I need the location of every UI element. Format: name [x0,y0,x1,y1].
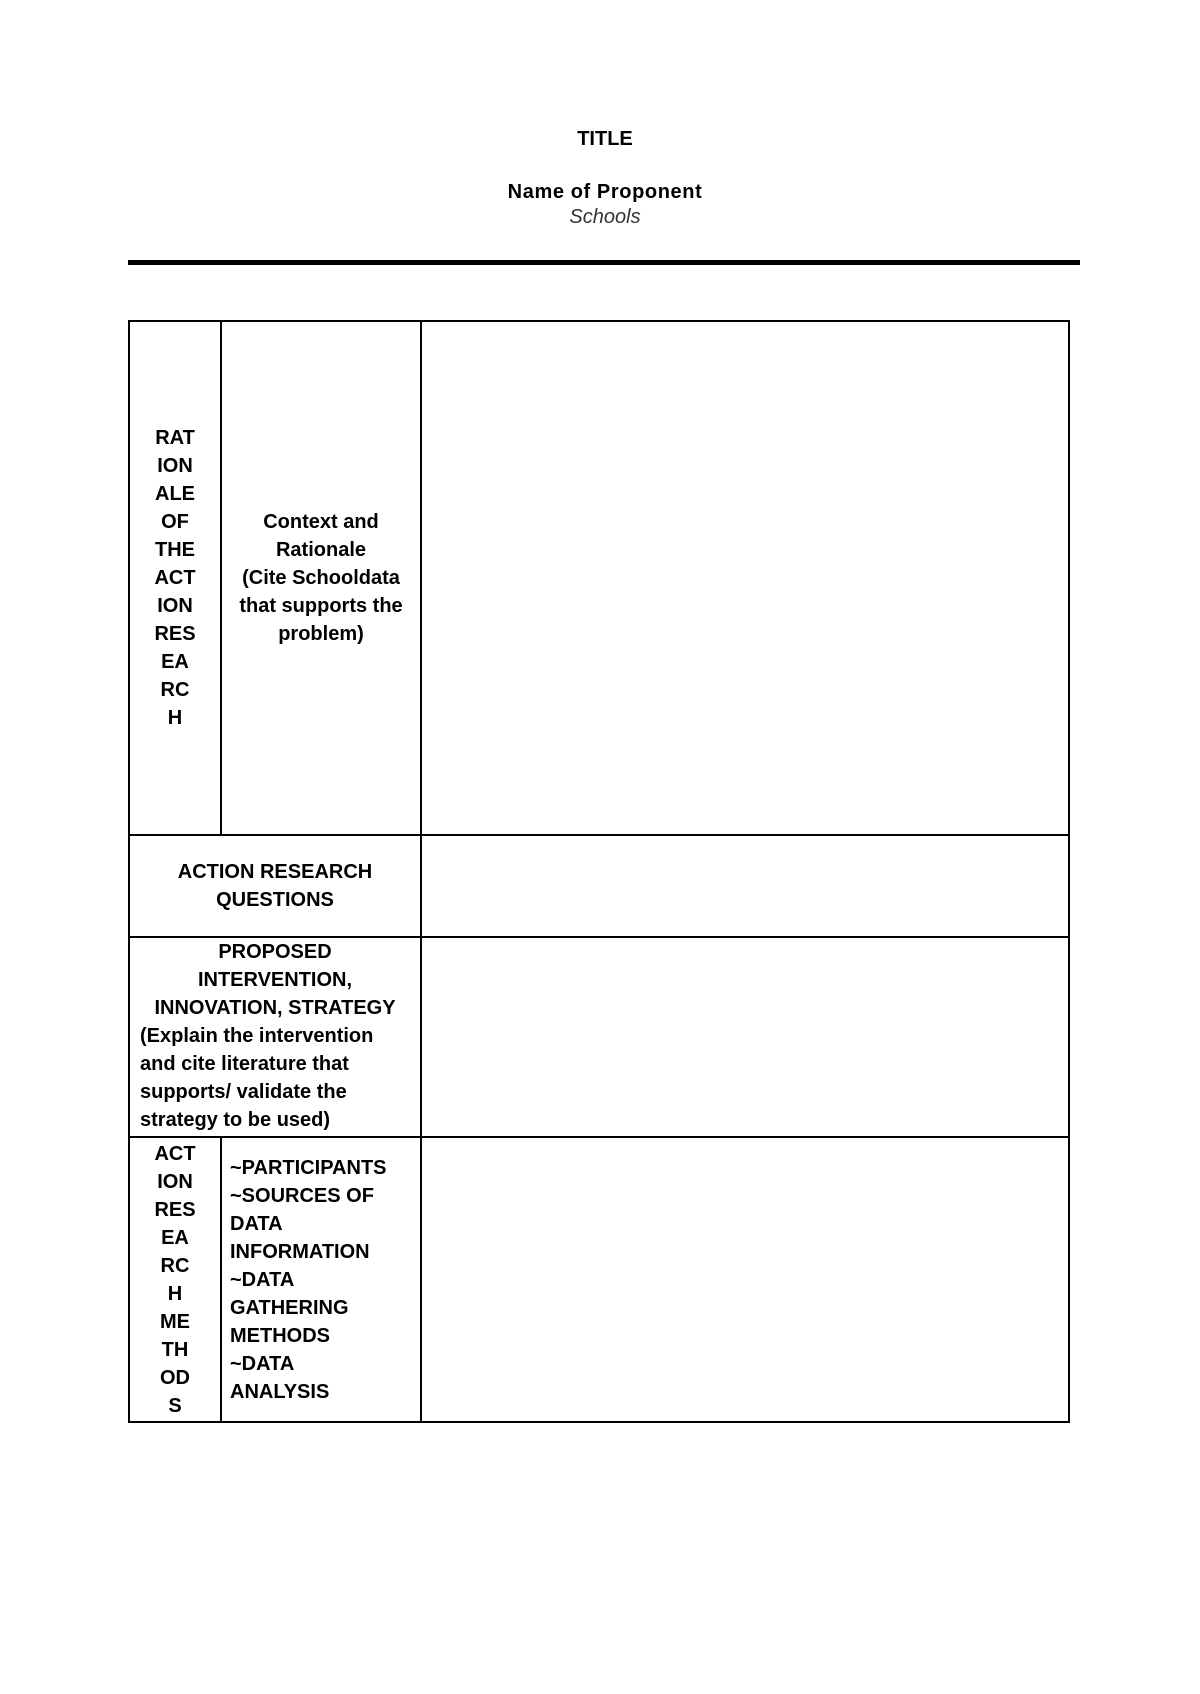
questions-row [129,835,1069,937]
schools-label: Schools [569,206,641,228]
proponent-name: Name of Proponent [507,181,703,203]
action-research-form-table [128,320,1070,1423]
document-title: TITLE [577,128,633,150]
intervention-content[interactable] [421,937,1069,1137]
methods-content[interactable] [421,1137,1069,1422]
research-questions-label: ACTION RESEARCH QUESTIONS [129,835,421,937]
context-rationale-content[interactable] [421,321,1069,835]
intervention-label-cell [129,937,421,1137]
header-divider [128,260,1080,265]
intervention-row [129,937,1069,1137]
intervention-heading: PROPOSED INTERVENTION, INNOVATION, STRATEGY [154,941,396,1019]
methods-list-label: ~PARTICIPANTS ~SOURCES OF DATA INFORMATION ~DATA GATHERING METHODS ~DATA ANALYSIS [221,1137,421,1422]
research-questions-content[interactable] [421,835,1069,937]
rationale-row [129,321,1069,835]
context-rationale-label: Context and Rationale (Cite Schooldata that supports the problem) [221,321,421,835]
methods-row [129,1137,1069,1422]
methods-vertical-label: ACT ION RES EA RC H ME TH OD S [129,1137,221,1422]
rationale-vertical-label: RAT ION ALE OF THE ACT ION RES EA RC H [129,321,221,835]
intervention-detail: (Explain the intervention and cite literature that supports/ validate the strategy to be used) [140,1025,374,1131]
